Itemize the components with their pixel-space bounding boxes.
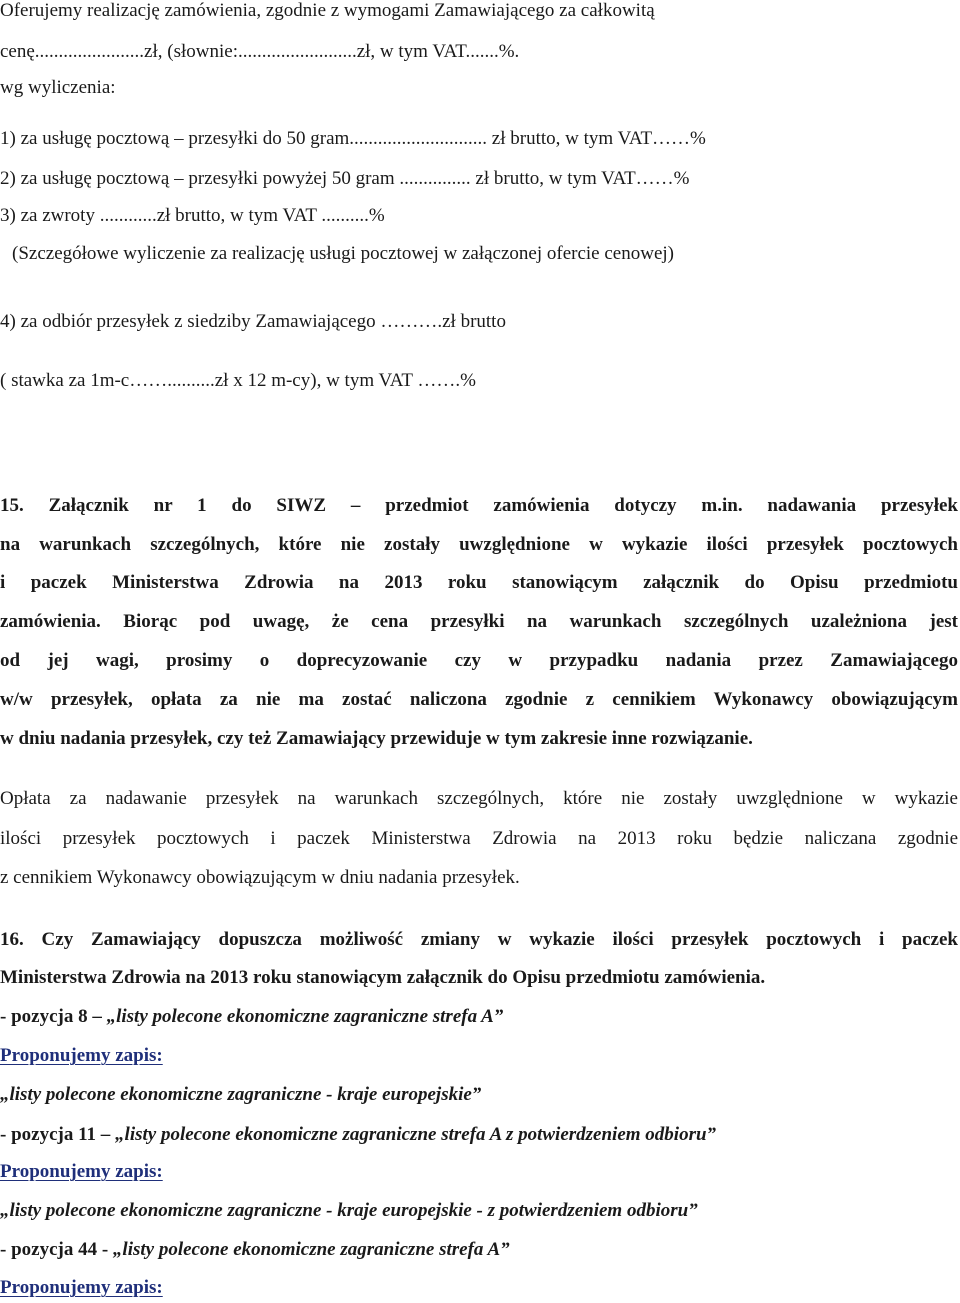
- proposal-8: „listy polecone ekonomiczne zagraniczne - kraje europejskie”: [0, 1084, 482, 1105]
- offer-line-2: cenę.......................zł, (słownie:.........................zł, w tym VAT.......%.: [0, 41, 520, 62]
- question-15-line-3: i paczek Ministerstwa Zdrowia na 2013 roku stanowiącym załącznik do Opisu przedmiotu: [0, 572, 958, 593]
- position-44: [0, 1239, 960, 1261]
- proposal-label-8: Proponujemy zapis:: [0, 1045, 163, 1066]
- proposal-11: „listy polecone ekonomiczne zagraniczne - kraje europejskie - z potwierdzeniem odbioru”: [0, 1200, 698, 1221]
- question-15-line-4: zamówienia. Biorąc pod uwagę, że cena przesyłki na warunkach szczególnych uzależniona jest: [0, 611, 958, 632]
- answer-15-line-1: Opłata za nadawanie przesyłek na warunkach szczególnych, które nie zostały uwzględnione w wykazie: [0, 788, 958, 809]
- offer-line-3: wg wyliczenia:: [0, 77, 116, 98]
- offer-note: (Szczegółowe wyliczenie za realizację usługi pocztowej w załączonej ofercie cenowej): [12, 243, 674, 264]
- position-11: [0, 1124, 960, 1146]
- question-15-line-1: 15. Załącznik nr 1 do SIWZ – przedmiot zamówienia dotyczy m.in. nadawania przesyłek: [0, 495, 958, 516]
- offer-line-1: Oferujemy realizację zamówienia, zgodnie z wymogami Zamawiającego za całkowitą: [0, 0, 655, 21]
- position-44-name: „listy polecone ekonomiczne zagraniczne strefa A”: [112, 1239, 510, 1260]
- answer-15-line-3: z cennikiem Wykonawcy obowiązującym w dniu nadania przesyłek.: [0, 867, 520, 888]
- proposal-label-44: Proponujemy zapis:: [0, 1277, 163, 1298]
- answer-15-line-2: ilości przesyłek pocztowych i paczek Ministerstwa Zdrowia na 2013 roku będzie naliczana zgodnie: [0, 828, 958, 849]
- offer-item-1: 1) za usługę pocztową – przesyłki do 50 gram............................. zł brutto, w tym VAT……%: [0, 128, 706, 149]
- position-8: [0, 1006, 960, 1028]
- question-15-line-6: w/w przesyłek, opłata za nie ma zostać naliczona zgodnie z cennikiem Wykonawcy obowiązującym: [0, 689, 958, 710]
- question-15-line-5: od jej wagi, prosimy o doprecyzowanie czy w przypadku nadania przez Zamawiającego: [0, 650, 958, 671]
- question-15-line-2: na warunkach szczególnych, które nie zostały uwzględnione w wykazie ilości przesyłek pocztowych: [0, 534, 958, 555]
- position-11-prefix: - pozycja 11 –: [0, 1124, 116, 1145]
- proposal-label-11: Proponujemy zapis:: [0, 1161, 163, 1182]
- position-8-prefix: - pozycja 8 –: [0, 1006, 107, 1027]
- question-16-line-2: Ministerstwa Zdrowia na 2013 roku stanowiącym załącznik do Opisu przedmiotu zamówienia.: [0, 967, 766, 988]
- question-15-line-7: w dniu nadania przesyłek, czy też Zamawiający przewiduje w tym zakresie inne rozwiązanie.: [0, 728, 753, 749]
- position-11-name: „listy polecone ekonomiczne zagraniczne strefa A z potwierdzeniem odbioru”: [115, 1124, 717, 1145]
- position-8-name: „listy polecone ekonomiczne zagraniczne strefa A”: [106, 1006, 504, 1027]
- offer-item-3: 3) za zwroty ............zł brutto, w tym VAT ..........%: [0, 205, 385, 226]
- offer-item-4: 4) za odbiór przesyłek z siedziby Zamawiającego ……….zł brutto: [0, 311, 506, 332]
- position-44-prefix: - pozycja 44 -: [0, 1239, 113, 1260]
- question-16-line-1: 16. Czy Zamawiający dopuszcza możliwość zmiany w wykazie ilości przesyłek pocztowych i paczek: [0, 929, 958, 950]
- offer-item-2: 2) za usługę pocztową – przesyłki powyżej 50 gram ............... zł brutto, w tym VAT……%: [0, 168, 690, 189]
- offer-rate: ( stawka za 1m-c……..........zł x 12 m-cy), w tym VAT …….%: [0, 370, 476, 391]
